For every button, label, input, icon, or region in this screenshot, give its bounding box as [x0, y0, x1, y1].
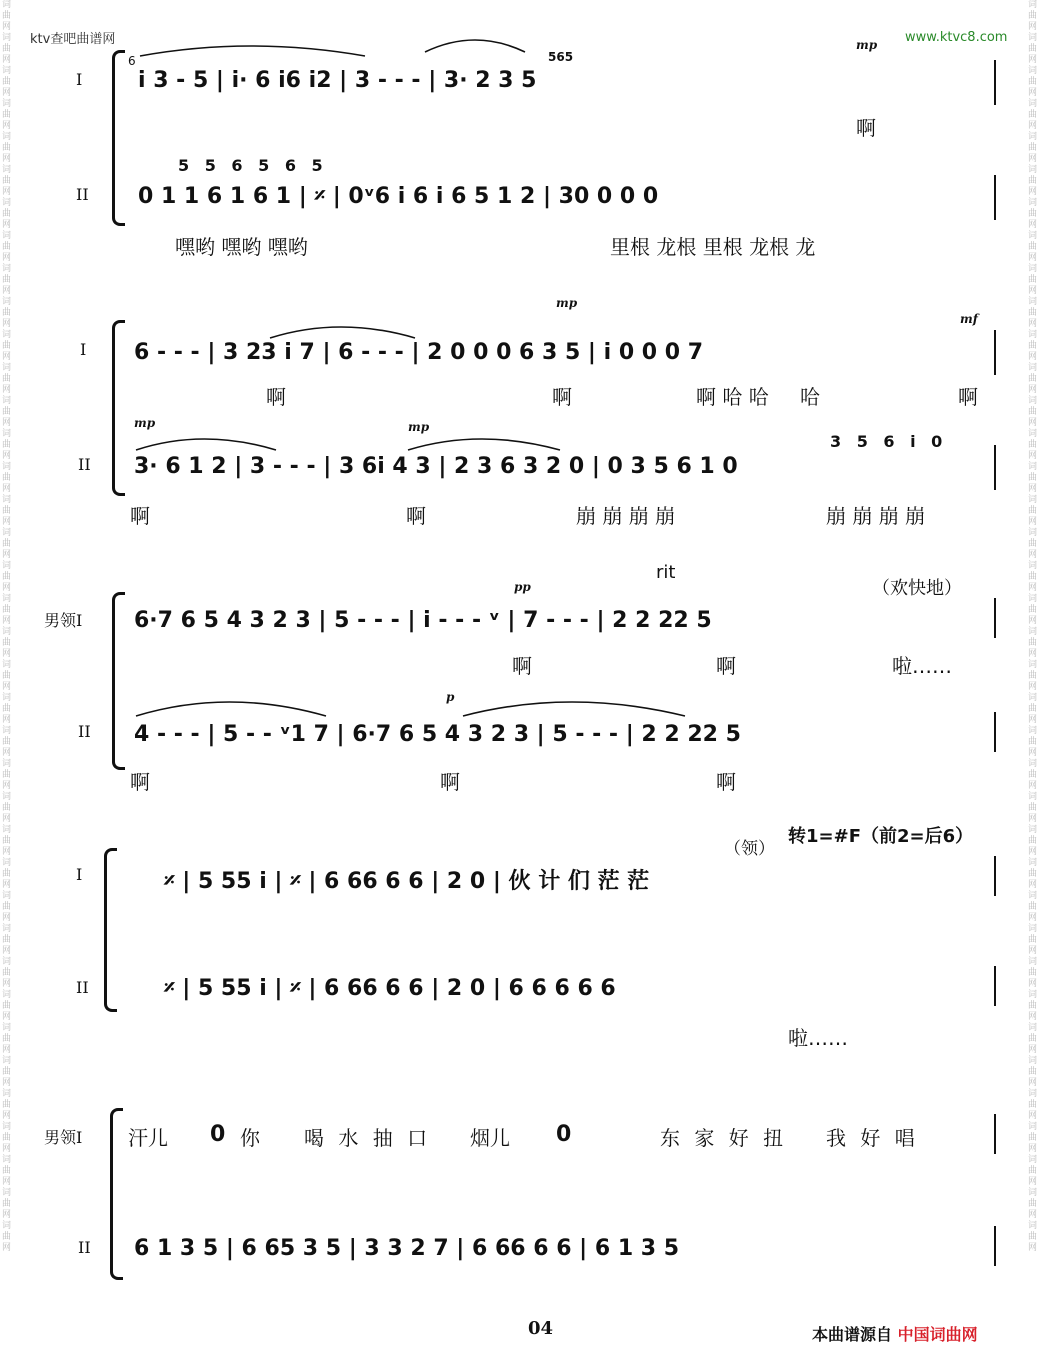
lyric: 哈: [800, 385, 820, 409]
dynamic-mark: mf: [960, 312, 978, 326]
bar-line: [994, 856, 996, 896]
dynamic-mark: p: [446, 690, 455, 704]
header-left-site: ktv查吧曲谱网: [30, 32, 116, 47]
bar-line: [994, 1226, 996, 1266]
footer-prefix: 本曲谱源自: [812, 1325, 893, 1344]
lyric: 喝 水 抽 口: [304, 1126, 428, 1150]
system-brace: [110, 1108, 123, 1280]
lyric: 啊: [552, 385, 572, 409]
part1-notation: 𝄎 | 5 55 i | 𝄎 | 6 66 6 6 | 2 0 | 伙 计 们 茫 茫: [164, 869, 650, 894]
expression-mark: （欢快地）: [872, 578, 962, 599]
lyric: 啊: [716, 770, 736, 794]
lyric: 烟儿: [470, 1126, 510, 1150]
rest: 0: [556, 1122, 572, 1147]
part-label-II: II: [78, 722, 91, 741]
tempo-mark: rit: [656, 562, 676, 583]
part2-notation: 6 1 3 5 | 6 65 3 5 | 3 3 2 7 | 6 66 6 6 | 6 1 3 5: [134, 1236, 680, 1261]
part2-upper-voice: 3 5 6 i 0: [830, 432, 943, 451]
part-label-I: I: [80, 340, 87, 359]
side-watermark-right: 词曲网词曲网词曲网词曲网词曲网词曲网词曲网词曲网词曲网词曲网词曲网词曲网词曲网词曲网词曲网词曲网词曲网词曲网词曲网词曲网词曲网词曲网词曲网词曲网词曲网词曲网词曲网词曲网词曲网词曲网词曲网词曲网词曲网词曲网词曲网词曲网词曲网词曲网: [1028, 0, 1038, 1253]
part-label-II: II: [76, 978, 89, 997]
lyric: 啦……: [892, 654, 952, 678]
bar-line: [994, 445, 996, 490]
dynamic-mark: mp: [408, 420, 430, 434]
lyric: 啊: [512, 654, 532, 678]
lyric: 汗儿: [128, 1126, 168, 1150]
part-label-II: II: [78, 455, 91, 474]
bar-line: [994, 60, 996, 105]
lyric: 啊 哈 哈: [696, 385, 769, 409]
page-number: 04: [528, 1318, 554, 1339]
part-label-lead: 男领I: [44, 611, 83, 630]
bar-line: [994, 175, 996, 220]
lyric: 崩 崩 崩 崩: [576, 504, 676, 528]
slur: [455, 692, 695, 722]
grace-note: 565: [548, 50, 574, 64]
bar-line: [994, 966, 996, 1006]
lyric: 啊: [716, 654, 736, 678]
key-change: 转1=#F（前2=后6）: [788, 826, 974, 847]
lyric: 啊: [266, 385, 286, 409]
lyric: 啊: [856, 116, 876, 140]
header-right-url: www.ktvc8.com: [905, 30, 1008, 45]
slur: [260, 318, 430, 348]
side-watermark-left: 词曲网词曲网词曲网词曲网词曲网词曲网词曲网词曲网词曲网词曲网词曲网词曲网词曲网词曲网词曲网词曲网词曲网词曲网词曲网词曲网词曲网词曲网词曲网词曲网词曲网词曲网词曲网词曲网词曲网词曲网词曲网词曲网词曲网词曲网词曲网词曲网词曲网词曲网: [2, 0, 12, 1253]
part1-notation: i 3 - 5 | i· 6 i6 i2 | 3 - - - | 3· 2 3 5: [138, 68, 537, 93]
part-label-II: II: [78, 1238, 91, 1257]
system-brace: [104, 848, 117, 1012]
slur: [400, 430, 570, 460]
slur: [420, 32, 530, 62]
lead-marker: （领）: [724, 839, 775, 859]
dynamic-mark: mp: [856, 38, 878, 52]
part2-notation: 3· 6 1 2 | 3 - - - | 3 6i 4 3 | 2 3 6 3 2 0 | 0 3 5 6 1 0: [134, 454, 738, 479]
bar-line: [994, 1114, 996, 1154]
lyric: 嘿哟 嘿哟 嘿哟: [175, 235, 308, 259]
part1-notation: 6 - - - | 3 23 i 7 | 6 - - - | 2 0 0 0 6 3 5 | i 0 0 0 7: [134, 340, 704, 365]
grace-note: 6: [128, 54, 136, 68]
system-brace: [112, 592, 125, 770]
lyric: 东 家 好 扭: [660, 1126, 784, 1150]
lyric: 啊: [440, 770, 460, 794]
part2-notation: 0 1 1 6 1 6 1 | 𝄎 | 0ᵛ6 i 6 i 6 5 1 2 | 30 0 0 0: [138, 184, 659, 209]
part-label-I: I: [76, 70, 83, 89]
bar-line: [994, 330, 996, 375]
lyric: 啊: [406, 504, 426, 528]
slur: [128, 692, 338, 722]
part2-notation: 𝄎 | 5 55 i | 𝄎 | 6 66 6 6 | 2 0 | 6 6 6 6 6: [164, 976, 616, 1001]
bar-line: [994, 598, 996, 638]
part-label-lead: 男领I: [44, 1128, 83, 1147]
rest: 0: [210, 1122, 226, 1147]
slur: [128, 430, 288, 460]
lyric: 啊: [130, 504, 150, 528]
lyric: 你: [240, 1126, 260, 1150]
dynamic-mark: pp: [514, 580, 531, 594]
slur: [120, 40, 380, 70]
part1-notation: 6·7 6 5 4 3 2 3 | 5 - - - | i - - - ᵛ | 7 - - - | 2 2 22 5: [134, 608, 712, 633]
lyric: 啊: [130, 770, 150, 794]
lyric: 啊: [958, 385, 978, 409]
footer-source: [812, 1322, 978, 1345]
lyric: 啦……: [788, 1026, 848, 1050]
part2-notation: 4 - - - | 5 - - ᵛ1 7 | 6·7 6 5 4 3 2 3 | 5 - - - | 2 2 22 5: [134, 722, 741, 747]
lyric: 我 好 唱: [826, 1126, 915, 1150]
footer-site: 中国词曲网: [897, 1325, 978, 1344]
bar-line: [994, 712, 996, 752]
system-brace: [112, 50, 125, 226]
lyric: 里根 龙根 里根 龙根 龙: [610, 235, 816, 259]
dynamic-mark: mp: [134, 416, 156, 430]
lyric: 崩 崩 崩 崩: [826, 504, 926, 528]
part-label-II: II: [76, 185, 89, 204]
part2-upper-voice: 5 5 6 5 6 5: [178, 156, 323, 175]
dynamic-mark: mp: [556, 296, 578, 310]
part-label-I: I: [76, 865, 83, 884]
system-brace: [112, 320, 125, 496]
